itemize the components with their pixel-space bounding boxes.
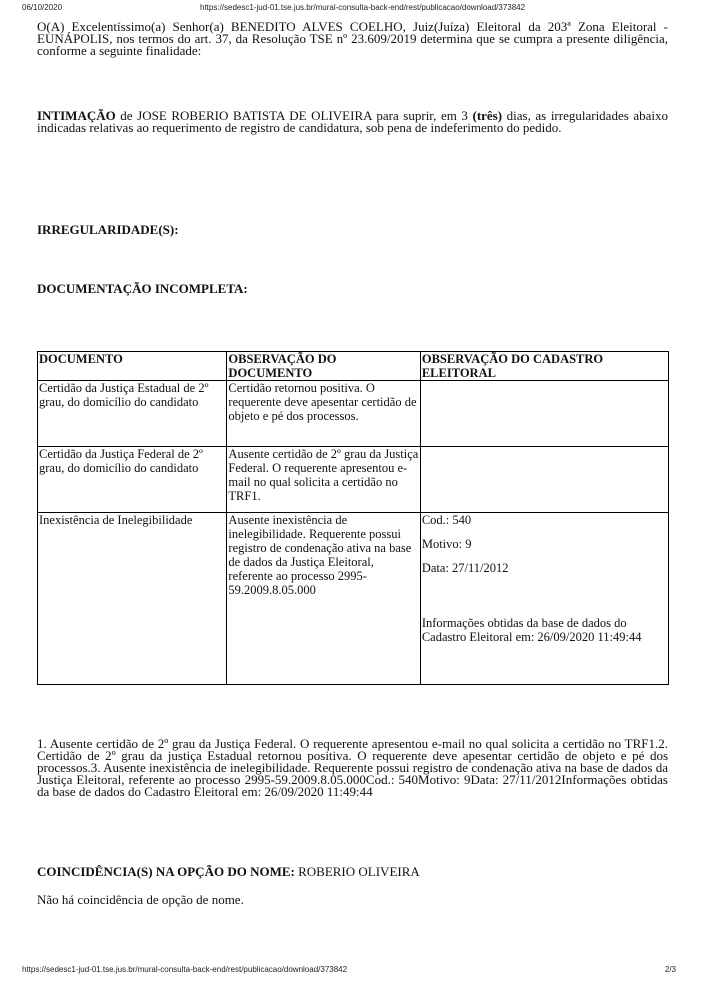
print-date: 06/10/2020	[22, 3, 63, 12]
intimacao-text-before: de JOSE ROBERIO BATISTA DE OLIVEIRA para suprir, em 3	[115, 108, 473, 123]
table-header-row	[38, 352, 669, 381]
documentacao-heading: DOCUMENTAÇÃO INCOMPLETA:	[37, 281, 248, 296]
coincidencia-heading	[37, 864, 420, 880]
coincidencia-label: COINCIDÊNCIA(S) NA OPÇÃO DO NOME:	[37, 864, 295, 879]
intimacao-text-after: dias, as irregularidades abaixo indicadas relativas ao requerimento de registro de candidatura, sob pena de indeferimento do pedido.	[37, 108, 669, 135]
row-observacao: Ausente inexistência de inelegibilidade. Requerente possui registro de condenação ativa na base de dados da Justiça Eleitoral, referente ao processo 2995-59.2009.8.05.000	[227, 513, 420, 685]
page-number: 2/3	[664, 965, 676, 974]
row-documento: Certidão da Justiça Federal de 2º grau, do domicílio do candidato	[38, 447, 227, 513]
header-observacao-documento: OBSERVAÇÃO DO DOCUMENTO	[227, 352, 420, 381]
row-cadastro	[420, 381, 668, 447]
intro-paragraph: O(A) Excelentíssimo(a) Senhor(a) BENEDITO ALVES COELHO, Juiz(Juíza) Eleitoral da 203ª Zona Eleitoral - EUNÁPOLIS, nos termos do art. 37, da Resolução TSE nº 23.609/2019 determina que se cumpra a presente diligência, conforme a seguinte finalidade:	[37, 19, 668, 58]
print-footer-url: https://sedesc1-jud-01.tse.jus.br/mural-consulta-back-end/rest/publicacao/download/373842	[22, 965, 348, 974]
intimacao-days: (três)	[472, 108, 503, 123]
row-documento: Inexistência de Inelegibilidade	[38, 513, 227, 685]
coincidencia-text: Não há coincidência de opção de nome.	[37, 892, 244, 907]
intimacao-label: INTIMAÇÃO	[37, 108, 116, 123]
intimacao-paragraph	[37, 110, 668, 134]
table-row	[38, 447, 669, 513]
print-header	[0, 3, 706, 15]
row-observacao: Certidão retornou positiva. O requerente deve apesentar certidão de objeto e pé dos processos.	[227, 381, 420, 447]
cadastro-motivo: Motivo: 9	[421, 537, 472, 551]
print-footer	[0, 965, 706, 977]
cadastro-info: Informações obtidas da base de dados do Cadastro Eleitoral em: 26/09/2020 11:49:44	[421, 616, 642, 644]
coincidencia-name: ROBERIO OLIVEIRA	[294, 864, 420, 879]
row-cadastro	[420, 513, 668, 685]
cadastro-cod: Cod.: 540	[421, 513, 472, 527]
row-documento: Certidão da Justiça Estadual de 2º grau, do domicílio do candidato	[38, 381, 227, 447]
header-observacao-cadastro: OBSERVAÇÃO DO CADASTRO ELEITORAL	[420, 352, 668, 381]
header-documento: DOCUMENTO	[38, 352, 227, 381]
row-cadastro	[420, 447, 668, 513]
cut-off-text-line	[90, 957, 630, 960]
table-row	[38, 381, 669, 447]
table-row	[38, 513, 669, 685]
row-observacao: Ausente certidão de 2º grau da Justiça Federal. O requerente apresentou e-mail no qual solicita a certidão no TRF1.	[227, 447, 420, 513]
print-header-url: https://sedesc1-jud-01.tse.jus.br/mural-consulta-back-end/rest/publicacao/download/373842	[200, 3, 526, 12]
cadastro-data: Data: 27/11/2012	[421, 561, 509, 575]
summary-paragraph: 1. Ausente certidão de 2º grau da Justiça Federal. O requerente apresentou e-mail no qual solicita a certidão no TRF1.2. Certidão de 2º grau da justiça Estadual retornou positiva. O requerente deve apesentar certidão de objeto e pé dos processos.3. Ausente inexistência de inelegibilidade. Requerente possui registro de condenação ativa na base de dados da Justiça Eleitoral, referente ao processo 2995-59.2009.8.05.000Cod.: 540Motivo: 9Data: 27/11/2012Informações obtidas da base de dados do Cadastro Eleitoral em: 26/09/2020 11:49:44	[37, 736, 668, 799]
irregularidades-heading: IRREGULARIDADE(S):	[37, 222, 179, 237]
irregularities-table	[37, 351, 669, 685]
